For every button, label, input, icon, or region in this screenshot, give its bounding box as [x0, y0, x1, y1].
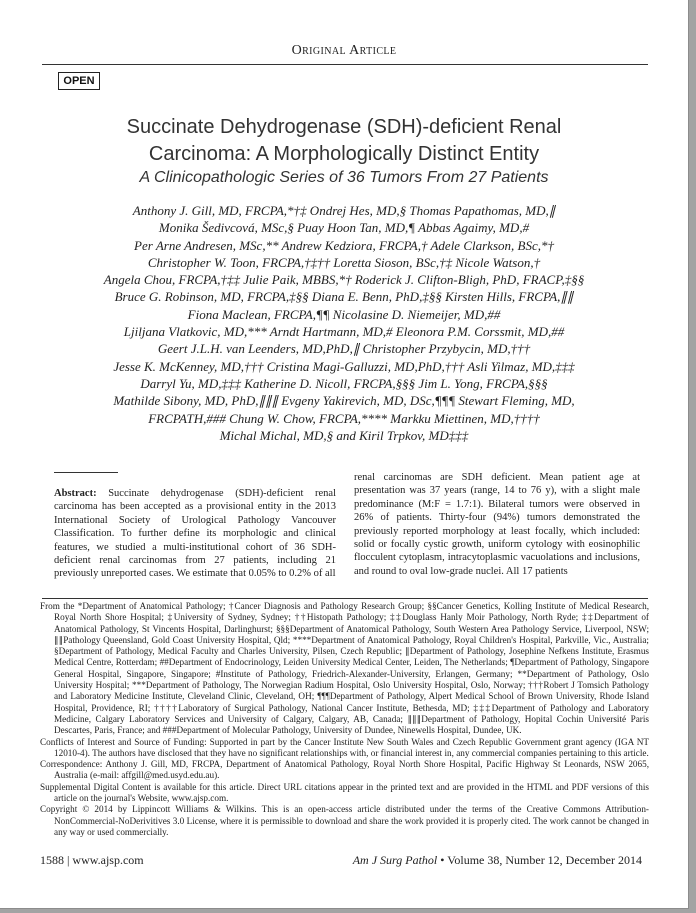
author-line: Jesse K. McKenney, MD,††† Cristina Magi-Galluzzi, MD,PhD,††† Asli Yilmaz, MD,‡‡‡ — [113, 358, 575, 374]
author-line: Michal Michal, MD,§ and Kiril Trpkov, MD‡‡‡ — [219, 427, 469, 443]
author-line: Anthony J. Gill, MD, FRCPA,*†‡ Ondrej Hes, MD,§ Thomas Papathomas, MD,∥ — [132, 203, 556, 218]
footnote-rule — [42, 598, 648, 599]
author-line: Per Arne Andresen, MSc,** Andrew Kedziora, FRCPA,† Adele Clarkson, BSc,*† — [134, 237, 554, 253]
header-rule — [42, 64, 648, 65]
abstract-left-column — [54, 487, 336, 581]
footnotes — [40, 601, 649, 838]
footer-journal — [353, 853, 642, 868]
author-line: Fiona Maclean, FRCPA,¶¶ Nicolasine D. Niemeijer, MD,## — [187, 306, 501, 322]
affiliations-note: From the *Department of Anatomical Pathology; †Cancer Diagnosis and Pathology Research Group; §§Cancer Genetics, Kolling Institute of Medical Research, Royal North Shore Hospital; ‡University of Sydney, Sydney; ††Histopath Pathology; ‡‡Douglass Hanly Moir Pathology, North Ryde; ‡‡Department of Anatomical Pathology, St Vincents Hospital, Darlinghurst; §§§Department of Anatomical Pathology, South Western Area Pathology Service, Liverpool, NSW; ∥∥Pathology Queensland, Gold Coast University Hospital, Qld; ****Department of Anatomical Pathology, Royal Children's Hospital, Parkville, Vic., Australia; §Department of Pathology, Medical Faculty and Charles University, Pilsen, Czech Republic; ∥Department of Pathology, Josephine Nefkens Institute, Erasmus Medical Centre, Rotterdam; ##Department of Endocrinology, Leiden University Medical Center, Leiden, The Netherlands; ¶Department of Pathology, Singapore General Hospital, Singapore, Singapore; #Institute of Pathology, Friedrich-Alexander-University, Erlangen, Germany; **Department of Pathology, Oslo University Hospital; ***Department of Pathology, The Norwegian Radium Hospital, Oslo University Hospital, Oslo, Norway; †††Robert J Tomsich Pathology and Laboratory Medicine Institute, Cleveland Clinic, Cleveland, OH; ¶¶¶Department of Pathology, Alpert Medical School of Brown University, Rhode Island Hospital, Providence, RI; ††††Laboratory of Surgical Pathology, National Cancer Institute, Bethesda, MD; ‡‡‡Department of Pathology and Laboratory Medicine, Calgary Laboratory Services and University of Calgary, Calgary, AB, Canada; ∥∥∥Department of Pathology, Hopital Cochin Université Paris Descartes, Paris, France; and ###Department of Molecular Pathology, University of Dundee, Ninewells Hospital, Dundee, UK. — [40, 601, 649, 736]
abstract-right-column: renal carcinomas are SDH deficient. Mean patient age at presentation was 37 years (range, 14 to 76 y), with a slight male predominance (M:F = 1.7:1). Bilateral tumors were observed in 26% of patients. Thirty-four (94%) tumors demonstrated the previously reported morphology at least focally, which included: solid or focally cystic growth, uniform cytology with eosinophilic flocculent cytoplasm, intracytoplasmic vacuolations and inclusions, and round to oval low-grade nuclei. All 17 patients — [354, 472, 640, 577]
title-line: Carcinoma: A Morphologically Distinct Entity — [148, 143, 540, 165]
author-line: Darryl Yu, MD,‡‡‡ Katherine D. Nicoll, FRCPA,§§§ Jim L. Yong, FRCPA,§§§ — [140, 375, 548, 391]
volume-info: • Volume 38, Number 12, December 2014 — [437, 853, 642, 867]
author-line: Monika Šedivcová, MSc,§ Puay Hoon Tan, MD,¶ Abbas Agaimy, MD,# — [158, 220, 530, 236]
author-line: Ljiljana Vlatkovic, MD,*** Arndt Hartmann, MD,# Eleonora P.M. Corssmit, MD,## — [123, 324, 565, 340]
abstract-label: Abstract: — [54, 488, 97, 499]
abstract-rule — [54, 472, 118, 473]
conflicts-note: Conflicts of Interest and Source of Funding: Supported in part by the Cancer Institute New South Wales and Czech Republic Government grant agency (IGA NT 12010-4). The authors have disclosed that they have no significant relationships with, or financial interest in, any commercial companies pertaining to this article. — [40, 736, 649, 758]
open-access-badge: OPEN — [58, 72, 100, 90]
title-line: Succinate Dehydrogenase (SDH)-deficient Renal — [126, 116, 562, 138]
author-line: FRCPATH,### Chung W. Chow, FRCPA,**** Markku Miettinen, MD,†††† — [148, 410, 540, 426]
author-line: Mathilde Sibony, MD, PhD,∥∥∥ Evgeny Yakirevich, MD, DSc,¶¶¶ Stewart Fleming, MD, — [113, 393, 575, 409]
article-subtitle: A Clinicopathologic Series of 36 Tumors From 27 Patients — [139, 169, 549, 186]
author-line: Christopher W. Toon, FRCPA,†‡†† Loretta Sioson, BSc,†‡ Nicole Watson,† — [147, 254, 541, 270]
journal-name: Am J Surg Pathol — [352, 853, 438, 867]
author-line: Bruce G. Robinson, MD, FRCPA,‡§§ Diana E. Benn, PhD,‡§§ Kirsten Hills, FRCPA,∥∥ — [114, 289, 574, 305]
copyright-note: Copyright © 2014 by Lippincott Williams & Wilkins. This is an open-access article distributed under the terms of the Creative Commons Attribution-NonCommercial-NoDerivitives 3.0 License, where it is permissible to download and share the work provided it is properly cited. The work cannot be changed in any way or used commercially. — [40, 804, 649, 837]
section-label: Original Article — [291, 43, 397, 58]
article-title — [0, 114, 688, 168]
author-line: Angela Chou, FRCPA,†‡‡ Julie Paik, MBBS,*† Roderick J. Clifton-Bligh, PhD, FRACP,‡§§ — [103, 272, 585, 288]
abstract-text: Succinate dehydrogenase (SDH)-deficient renal carcinoma has been accepted as a provisional entity in the 2013 International Society of Urological Pathology Vancouver Classification. To further define its morphologic and clinical features, we studied a multi-institutional cohort of 36 SDH-deficient renal carcinomas from 27 patients, including 21 previously unreported cases. We estimate that 0.05% to 0.2% of all — [54, 488, 337, 580]
correspondence-note: Correspondence: Anthony J. Gill, MD, FRCPA, Department of Anatomical Pathology, Royal North Shore Hospital, Pacific Highway St Leonards, NSW 2065, Australia (e-mail: affgill@med.usyd.edu.au). — [40, 759, 649, 781]
author-list — [52, 202, 636, 444]
author-line: Geert J.L.H. van Leenders, MD,PhD,∥ Christopher Przybycin, MD,††† — [157, 341, 531, 357]
footer-page-site: 1588 | www.ajsp.com — [40, 853, 144, 867]
supplemental-note: Supplemental Digital Content is available for this article. Direct URL citations appear in the printed text and are provided in the HTML and PDF versions of this article on the journal's Website, www.ajsp.com. — [40, 781, 649, 804]
